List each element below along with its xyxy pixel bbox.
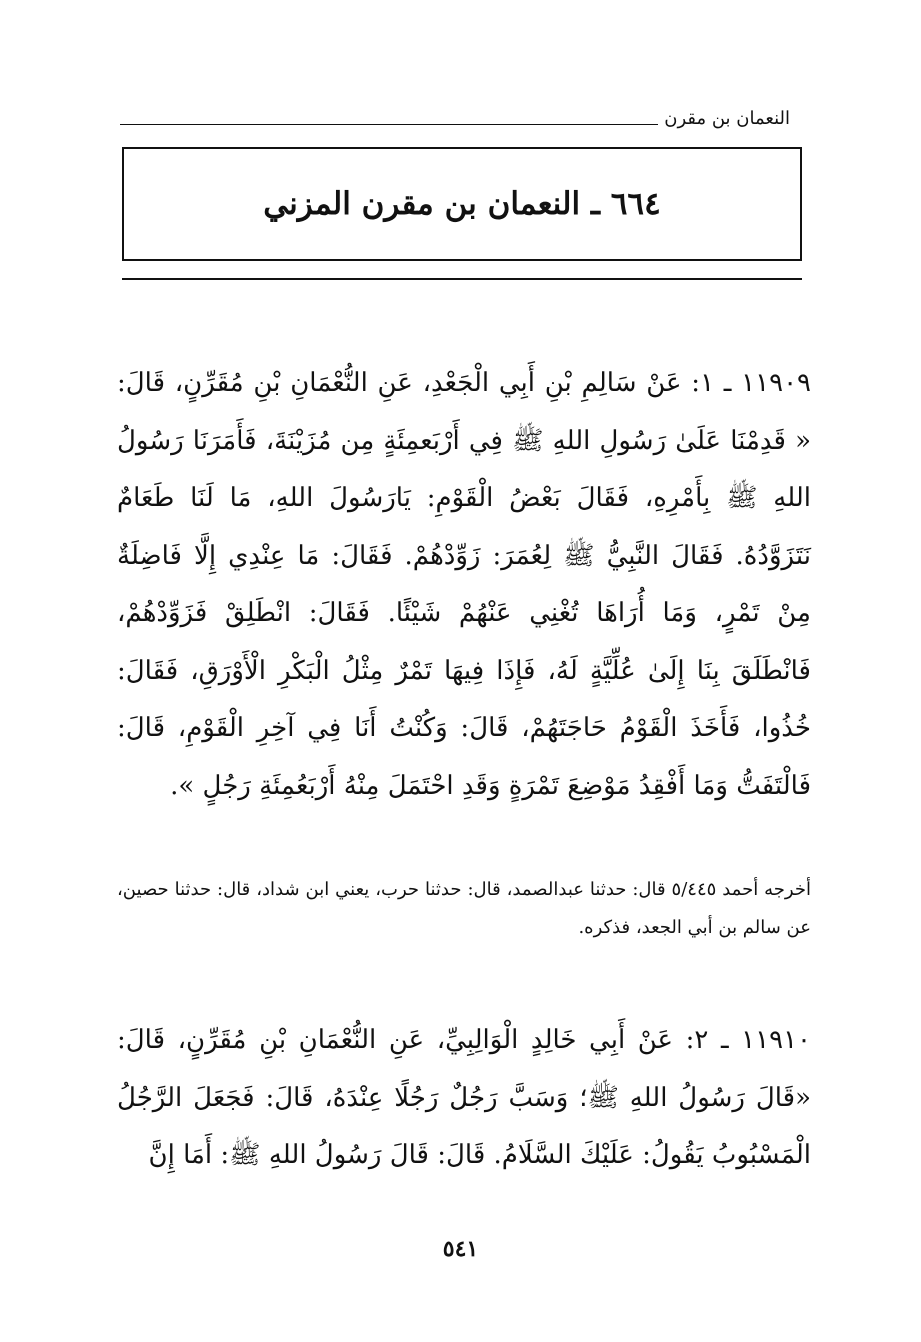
page-number: ٥٤١ [442,1236,479,1262]
chapter-underline [122,278,802,280]
running-head-title: النعمان بن مقرن [664,108,790,129]
chapter-heading-box [122,147,802,261]
hadith-1-source: أخرجه أحمد ٥/٤٤٥ قال: حدثنا عبدالصمد، قال: حدثنا حرب، يعني ابن شداد، قال: حدثنا حصين، عن سالم بن أبي الجعد، فذكره. [117,879,811,938]
running-head-rule [120,124,658,125]
hadith-1: ١١٩٠٩ ـ ١: عَنْ سَالِمِ بْنِ أَبِي الْجَعْدِ، عَنِ النُّعْمَانِ بْنِ مُقَرِّنٍ، قَالَ: « قَدِمْنَا عَلَىٰ رَسُولِ اللهِ ﷺ فِي أَرْبَعمِئَةٍ مِن مُزَيْنَةَ، فَأَمَرَنَا رَسُولُ اللهِ ﷺ بِأَمْرِهِ، فَقَالَ بَعْضُ الْقَوْمِ: يَارَسُولَ اللهِ، مَا لَنَا طَعَامٌ نَتَزَوَّدُهُ. فَقَالَ النَّبِيُّ ﷺ لِعُمَرَ: زَوِّدْهُمْ. فَقَالَ: مَا عِنْدِي إِلَّا فَاضِلَةٌ مِنْ تَمْرٍ، وَمَا أُرَاهَا تُغْنِي عَنْهُمْ شَيْئًا. فَقَالَ: انْطَلِقْ فَزَوِّدْهُمْ، فَانْطَلَقَ بِنَا إِلَىٰ عُلِّيَّةٍ لَهُ، فَإِذَا فِيهَا تَمْرٌ مِثْلُ الْبَكْرِ الْأَوْرَقِ، فَقَالَ: خُذُوا، فَأَخَذَ الْقَوْمُ حَاجَتَهُمْ، قَالَ: وَكُنْتُ أَنَا فِي آخِرِ الْقَوْمِ، قَالَ: فَالْتَفَتُّ وَمَا أَفْقِدُ مَوْضِعَ تَمْرَةٍ وَقَدِ احْتَمَلَ مِنْهُ أَرْبَعُمِئَةِ رَجُلٍ ». [117,368,811,801]
chapter-title: ٦٦٤ ـ النعمان بن مقرن المزني [263,186,661,222]
running-head [120,100,790,130]
hadith-2: ١١٩١٠ ـ ٢: عَنْ أَبِي خَالِدٍ الْوَالِبِيِّ، عَنِ النُّعْمَانِ بْنِ مُقَرِّنٍ، قَالَ: «قَالَ رَسُولُ اللهِ ﷺ؛ وَسَبَّ رَجُلٌ رَجُلًا عِنْدَهُ، قَالَ: فَجَعَلَ الرَّجُلُ الْمَسْبُوبُ يَقُولُ: عَلَيْكَ السَّلَامُ. قَالَ: قَالَ رَسُولُ اللهِ ﷺ: أَمَا إِنَّ [117,1025,811,1170]
